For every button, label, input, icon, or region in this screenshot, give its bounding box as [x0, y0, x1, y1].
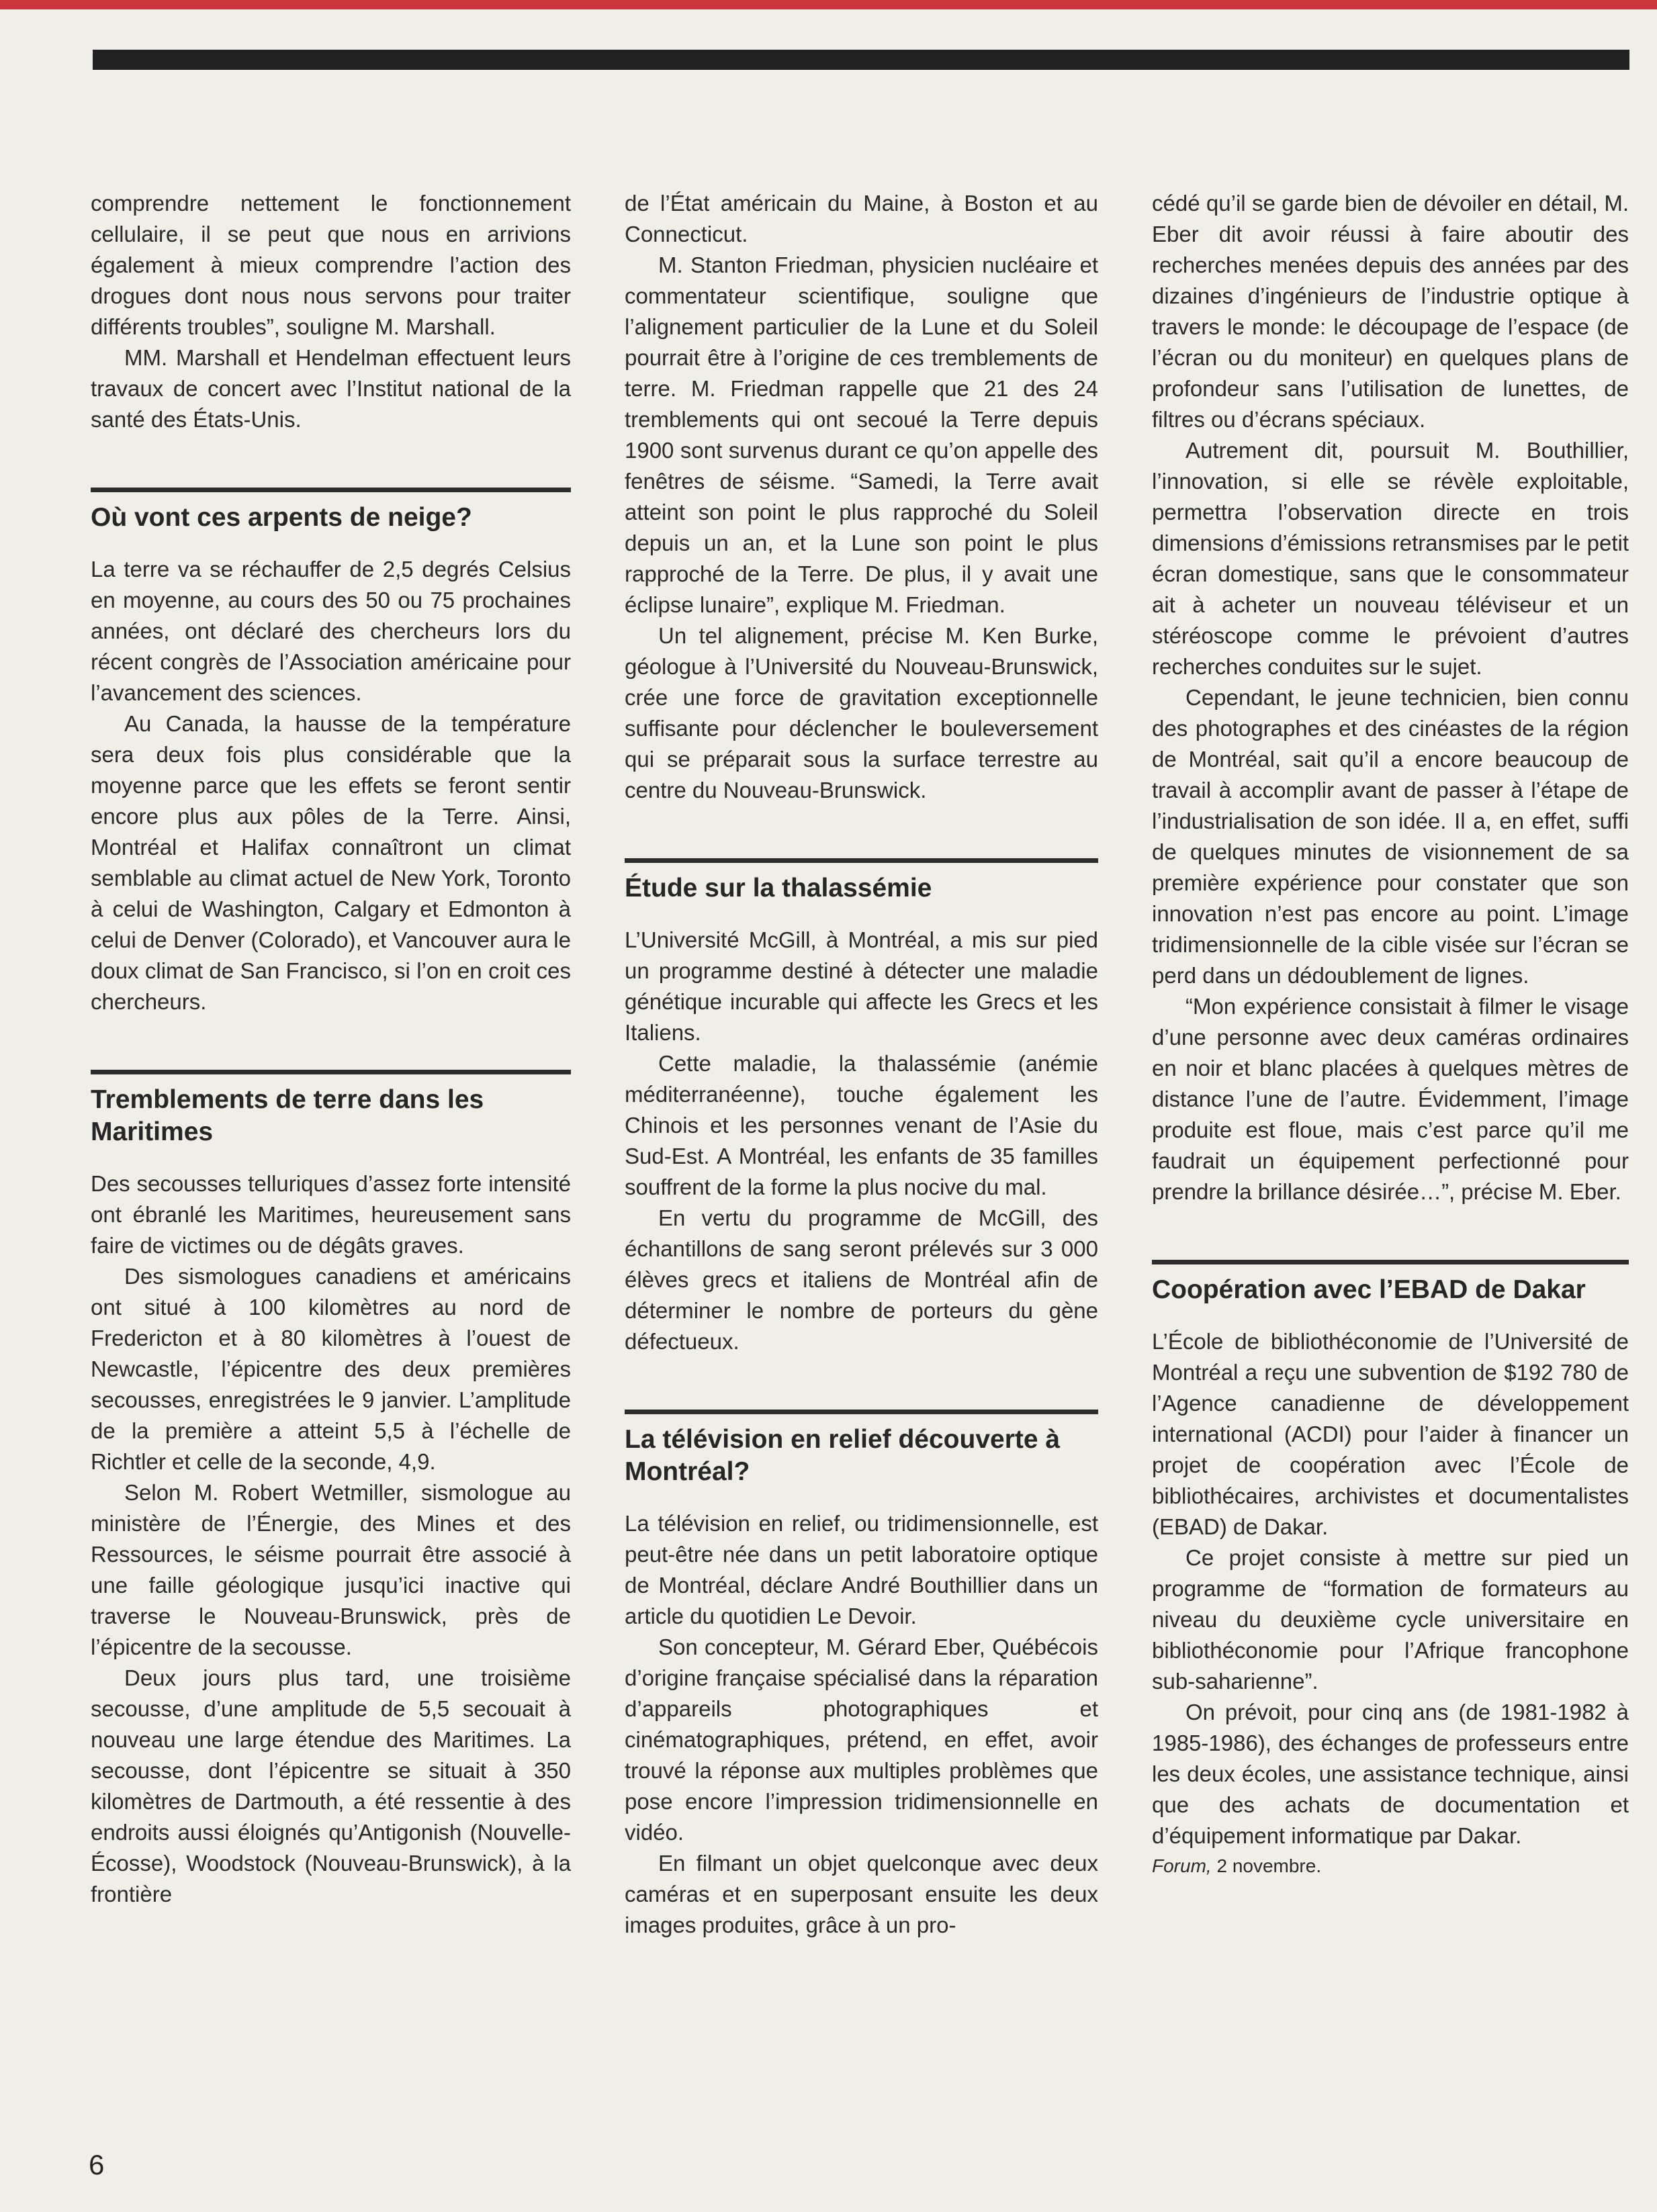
paragraph: Son concepteur, M. Gérard Eber, Québécois d’origine française spécialisé dans la réparation d’appareils photographiques et cinématographiques, prétend, en effet, avoir trouvé la réponse aux multiples problèmes que pose encore l’impression tridimensionnelle en vidéo. [625, 1634, 1098, 1845]
paragraph: En filmant un objet quelconque avec deux caméras et en superposant ensuite les deux images produites, grâce à un pro- [625, 1851, 1098, 1937]
page-number: 6 [89, 2149, 105, 2180]
article-title: Où vont ces arpents de neige? [91, 503, 472, 532]
article-title: Coopération avec l’EBAD de Dakar [1152, 1275, 1586, 1304]
column-1 [91, 188, 571, 1910]
paragraph: La télévision en relief, ou tridimensionnelle, est peut-être née dans un petit laboratoire optique de Montréal, déclare André Bouthillier dans un article du quotidien Le Devoir. [625, 1511, 1098, 1628]
paragraph: Ce projet consiste à mettre sur pied un programme de “formation de formateurs au niveau du deuxième cycle universitaire en bibliothéconomie pour l’Afrique francophone sub-saharienne”. [1152, 1545, 1629, 1694]
article-3d-television [625, 1410, 1098, 1941]
source-date: 2 novembre. [1211, 1855, 1322, 1876]
paragraph: cédé qu’il se garde bien de dévoiler en détail, M. Eber dit avoir réussi à faire aboutir des recherches menées depuis des années par des dizaines d’ingénieurs de l’industrie optique à travers le monde: le découpage de l’espace (de l’écran ou du moniteur) en quelques plans de profondeur sans l’utilisation de lunettes, de filtres ou d’écrans spéciaux. [1152, 191, 1629, 432]
paragraph: L’École de bibliothéconomie de l’Université de Montréal a reçu une subvention de $192 780 de l’Agence canadienne de développement international (ACDI) pour l’aider à financer un projet de coopération avec l’École de bibliothécaires, archivistes et documentalistes (EBAD) de Dakar. [1152, 1329, 1629, 1539]
top-edge-stripe [0, 0, 1657, 9]
paragraph: En vertu du programme de McGill, des échantillons de sang seront prélevés sur 3 000 élèves grecs et italiens de Montréal afin de déterminer le nombre de porteurs du gène défectueux. [625, 1205, 1098, 1354]
paragraph: Un tel alignement, précise M. Ken Burke, géologue à l’Université du Nouveau-Brunswick, crée une force de gravitation exceptionnelle suffisante pour déclencher le bouleversement qui se préparait sous la surface terrestre au centre du Nouveau-Brunswick. [625, 623, 1098, 802]
article-title: Tremblements de terre dans les Maritimes [91, 1085, 484, 1146]
paragraph: On prévoit, pour cinq ans (de 1981-1982 à 1985-1986), des échanges de professeurs entre les deux écoles, une assistance technique, ainsi que des achats de documentation et d’équipement informatique par Dakar. [1152, 1700, 1629, 1848]
article-thalassemia [625, 858, 1098, 1357]
paragraph: “Mon expérience consistait à filmer le visage d’une personne avec deux caméras ordinaires en noir et blanc placées à quelques mètres de distance l’une de l’autre. Évidemment, l’image produite est floue, mais c’est parce qu’il me faudrait un équipement perfectionné pour prendre la brillance désirée…”, précise M. Eber. [1152, 994, 1629, 1204]
paragraph: Au Canada, la hausse de la température sera deux fois plus considérable que la moyenne parce que les effets se feront sentir encore plus aux pôles de la Terre. Ainsi, Montréal et Halifax connaîtront un climat semblable au climat actuel de New York, Toronto à celui de Washington, Calgary et Edmonton à celui de Denver (Colorado), et Vancouver aura le doux climat de San Francisco, si l’on en croit ces chercheurs. [91, 711, 571, 1014]
paragraph: Autrement dit, poursuit M. Bouthillier, l’innovation, si elle se révèle exploitable, permettra l’observation directe en trois dimensions d’émissions retransmises par le petit écran domestique, sans que le consommateur ait à acheter un nouveau téléviseur et un stéréoscope comme le prévoient d’autres recherches conduites sur le sujet. [1152, 438, 1629, 679]
paragraph: comprendre nettement le fonctionnement cellulaire, il se peut que nous en arrivions également à mieux comprendre l’action des drogues dont nous nous servons pour traiter différents troubles”, souligne M. Marshall. [91, 191, 571, 339]
paragraph: L’Université McGill, à Montréal, a mis sur pied un programme destiné à détecter une maladie génétique incurable qui affecte les Grecs et les Italiens. [625, 927, 1098, 1045]
paragraph: Cette maladie, la thalassémie (anémie méditerranéenne), touche également les Chinois et les personnes venant de l’Asie du Sud-Est. A Montréal, les enfants de 35 familles souffrent de la forme la plus nocive du mal. [625, 1051, 1098, 1199]
paragraph: M. Stanton Friedman, physicien nucléaire et commentateur scientifique, souligne que l’alignement particulier de la Lune et du Soleil pourrait être à l’origine de ces tremblements de terre. M. Friedman rappelle que 21 des 24 tremblements qui ont secoué la Terre depuis 1900 sont survenus durant ce qu’on appelle des fenêtres de séisme. “Samedi, la Terre avait atteint son point le plus rapproché du Soleil depuis un an, et la Lune son point le plus rapproché de la Terre. De plus, il y avait une éclipse lunaire”, explique M. Friedman. [625, 252, 1098, 617]
section-rule [91, 488, 571, 492]
source-name: Forum, [1152, 1855, 1212, 1876]
paragraph: Cependant, le jeune technicien, bien connu des photographes et des cinéastes de la région de Montréal, sait qu’il a encore beaucoup de travail à accomplir avant de passer à l’étape de l’industrialisation de son idée. Il a, en effet, suffi de quelques minutes de visionnement de sa première expérience pour constater que son innovation n’est pas encore au point. L’image tridimensionnelle de la cible visée sur l’écran se perd dans un dédoublement de lignes. [1152, 685, 1629, 988]
header-rule [93, 50, 1629, 70]
paragraph: Selon M. Robert Wetmiller, sismologue au ministère de l’Énergie, des Mines et des Ressources, le séisme pourrait être associé à une faille géologique jusqu’ici inactive qui traverse le Nouveau-Brunswick, près de l’épicentre de la secousse. [91, 1480, 571, 1659]
article-title: Étude sur la thalassémie [625, 874, 932, 903]
column-3 [1152, 188, 1629, 1880]
article-title: La télévision en relief découverte à Montréal? [625, 1425, 1061, 1486]
article-snow [91, 488, 571, 1017]
paragraph: Deux jours plus tard, une troisième secousse, d’une amplitude de 5,5 secouait à nouveau une large étendue des Maritimes. La secousse, dont l’épicentre se situait à 350 kilomètres de Dartmouth, a été ressentie à des endroits aussi éloignés qu’Antigonish (Nouvelle-Écosse), Woodstock (Nouveau-Brunswick), à la frontière [91, 1665, 571, 1906]
section-rule [91, 1070, 571, 1074]
column-2 [625, 188, 1098, 1941]
paragraph: Des secousses telluriques d’assez forte intensité ont ébranlé les Maritimes, heureusement sans faire de victimes ou de dégâts graves. [91, 1171, 571, 1258]
paragraph: La terre va se réchauffer de 2,5 degrés Celsius en moyenne, au cours des 50 ou 75 prochaines années, ont déclaré des chercheurs lors du récent congrès de l’Association américaine pour l’avancement des sciences. [91, 557, 571, 705]
article-earthquakes [91, 1070, 571, 1910]
source-credit [1152, 1853, 1629, 1880]
paragraph: MM. Marshall et Hendelman effectuent leurs travaux de concert avec l’Institut national de la santé des États-Unis. [91, 345, 571, 432]
section-rule [625, 858, 1098, 863]
article-ebad-cooperation [1152, 1260, 1629, 1880]
paragraph: Des sismologues canadiens et américains ont situé à 100 kilomètres au nord de Fredericton et à 80 kilomètres à l’ouest de Newcastle, l’épicentre des deux premières secousses, enregistrées le 9 janvier. L’amplitude de la première a atteint 5,5 à l’échelle de Richtler et celle de la seconde, 4,9. [91, 1264, 571, 1474]
section-rule [625, 1410, 1098, 1414]
section-rule [1152, 1260, 1629, 1264]
paragraph: de l’État américain du Maine, à Boston et au Connecticut. [625, 191, 1098, 246]
